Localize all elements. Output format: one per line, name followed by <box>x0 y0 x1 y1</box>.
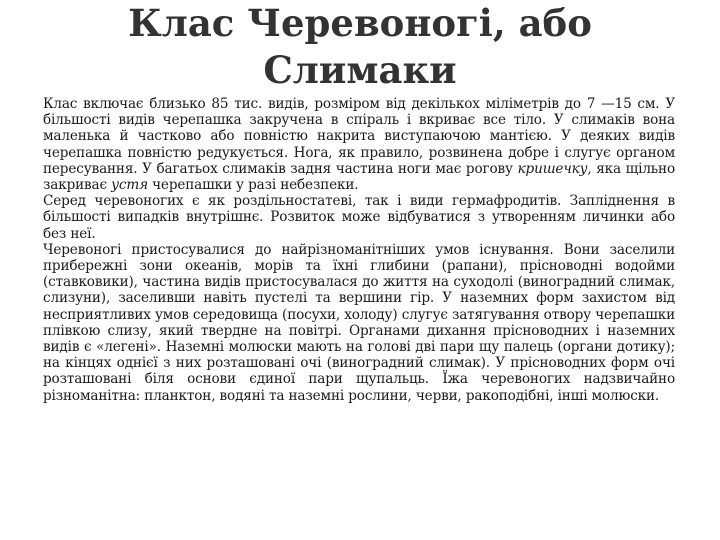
paragraph-shell <box>43 96 675 193</box>
paragraph-1-part-3: черепашки у разі небезпеки. <box>147 177 359 194</box>
slide-body <box>43 96 675 404</box>
term-aperture: устя <box>111 177 148 194</box>
paragraph-1-part-1: Клас включає близько 85 тис. видів, розміром від декількох міліметрів до 7 —15 см. У більшості видів черепашка закручена в спіраль і вкриває все тіло. У слимаків вона маленька й частково або повністю накрита виступаючою мантією. У деяких видів черепашка повністю редукується. Нога, як правило, розвинена добре і слугує органом пересування. У багатьох слимаків задня частина ноги має рогову <box>43 96 675 177</box>
paragraph-1-part-2: , яка щільно закриває <box>43 160 676 194</box>
slide-title <box>20 0 700 94</box>
paragraph-habitat: Черевоногі пристосувалися до найрізноманітніших умов існування. Вони заселили прибережні зони океанів, морів та їхні глибини (рапани), прісноводні водойми (ставковики), частина видів пристосувалася до життя на суходолі (виноградний слимак, слизуни), заселивши навіть пустелі та вершини гір. У наземних форм захистом від несприятливих умов середовища (посухи, холоду) слугує затягування отвору черепашки плівкою слизу, який твердне на повітрі. Органами дихання прісноводних і наземних видів є «легені». Наземні молюски мають на голові дві пари щу палець (органи дотику); на кінцях однієї з них розташовані очі (виноградний слимак). У прісноводних форм очі розташовані біля основи єдиної пари щупальць. Їжа черевоногих надзвичайно різноманітна: планктон, водяні та наземні рослини, черви, ракоподібні, інші молюски. <box>43 241 675 404</box>
term-operculum: кришечку <box>517 160 588 177</box>
title-line-2: Слимаки <box>263 48 457 92</box>
title-line-1: Клас Черевоногі, або <box>128 1 592 45</box>
paragraph-reproduction: Серед черевоногих є як роздільностатеві, так і види гермафродитів. Запліднення в більшості випадків внутрішнє. Розвиток може відбуватися з утворенням личинки або без неї. <box>43 193 675 242</box>
